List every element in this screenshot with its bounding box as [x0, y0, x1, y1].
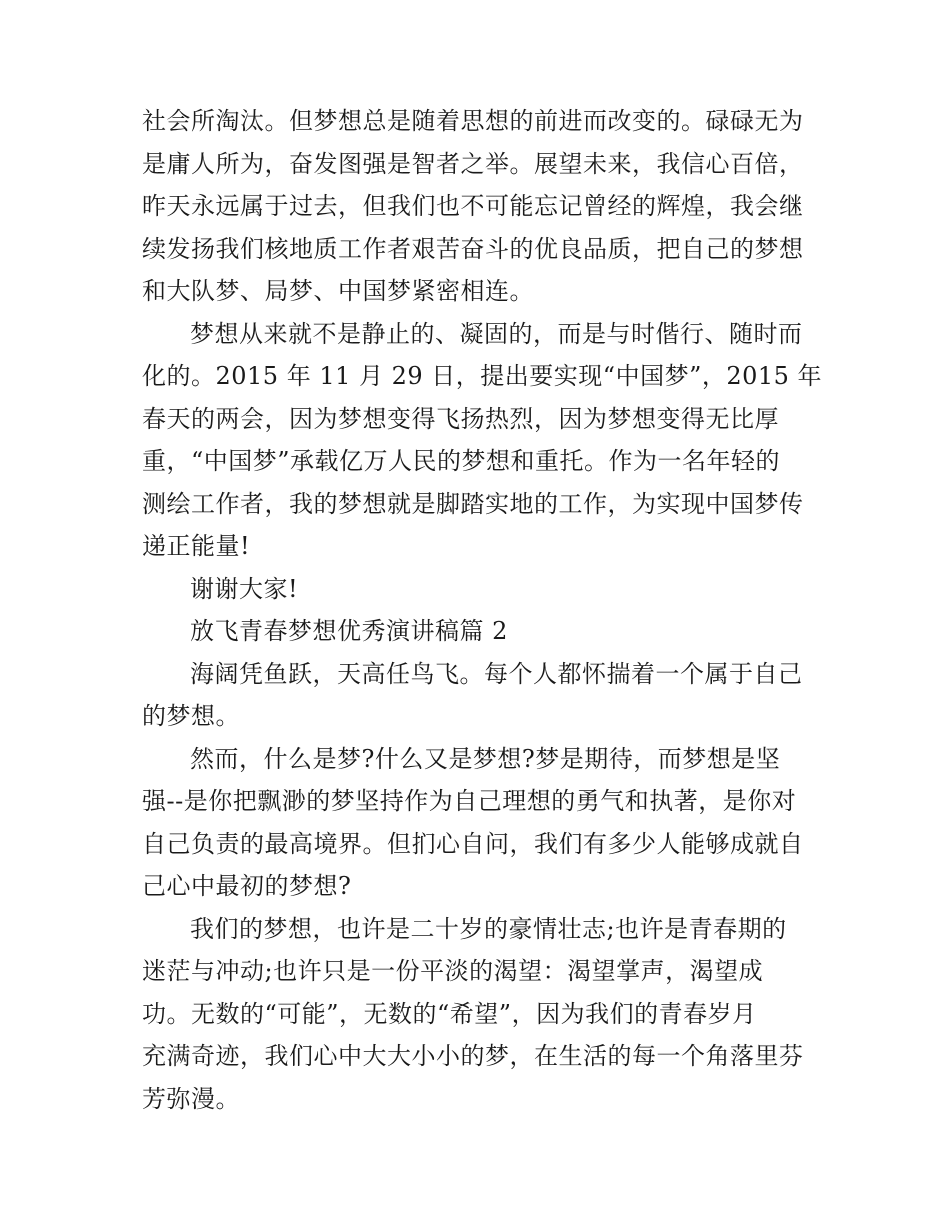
- text-line: 充满奇迹，我们心中大大小小的梦，在生活的每一个角落里芬: [142, 1042, 804, 1070]
- paragraph-start-line: 海阔凭鱼跃，天高任鸟飞。每个人都怀揣着一个属于自己: [190, 659, 803, 688]
- paragraph-start-line: 梦想从来就不是静止的、凝固的，而是与时偕行、随时而: [190, 319, 803, 348]
- paragraph-start-line: 我们的梦想，也许是二十岁的豪情壮志;也许是青春期的: [190, 914, 787, 943]
- text-line: 春天的两会，因为梦想变得飞扬热烈，因为梦想变得无比厚: [142, 404, 779, 433]
- text-line: 递正能量!: [142, 532, 251, 560]
- document-body: [142, 100, 823, 1120]
- text-line: 重，“中国梦”承载亿万人民的梦想和重托。作为一名年轻的: [142, 447, 781, 475]
- text-line: 是庸人所为，奋发图强是智者之举。展望未来，我信心百倍，: [142, 149, 804, 178]
- text-line: 己心中最初的梦想?: [142, 872, 352, 900]
- text-line: 芳弥漫。: [142, 1084, 240, 1113]
- text-line: 强--是你把飘渺的梦坚持作为自己理想的勇气和执著，是你对: [142, 787, 797, 815]
- closing-line: 谢谢大家!: [190, 574, 299, 603]
- text-line: 化的。2015 年 11 月 29 日，提出要实现“中国梦”，2015 年: [142, 362, 823, 390]
- text-line: 的梦想。: [142, 702, 240, 730]
- paragraph-start-line: 然而，什么是梦?什么又是梦想?梦是期待，而梦想是坚: [190, 744, 781, 773]
- section-heading: 放飞青春梦想优秀演讲稿篇 2: [190, 617, 508, 645]
- text-line: 迷茫与冲动;也许只是一份平淡的渴望：渴望掌声，渴望成: [142, 957, 764, 985]
- text-line: 续发扬我们核地质工作者艰苦奋斗的优良品质，把自己的梦想: [142, 234, 804, 263]
- text-line: 功。无数的“可能”，无数的“希望”，因为我们的青春岁月: [142, 999, 757, 1028]
- text-line: 和大队梦、局梦、中国梦紧密相连。: [142, 277, 534, 305]
- text-line: 测绘工作者，我的梦想就是脚踏实地的工作，为实现中国梦传: [142, 489, 804, 518]
- text-line: 昨天永远属于过去，但我们也不可能忘记曾经的辉煌，我会继: [142, 192, 804, 220]
- text-line: 自己负责的最高境界。但扪心自问，我们有多少人能够成就自: [142, 829, 804, 858]
- text-line: 社会所淘汰。但梦想总是随着思想的前进而改变的。碌碌无为: [142, 107, 804, 135]
